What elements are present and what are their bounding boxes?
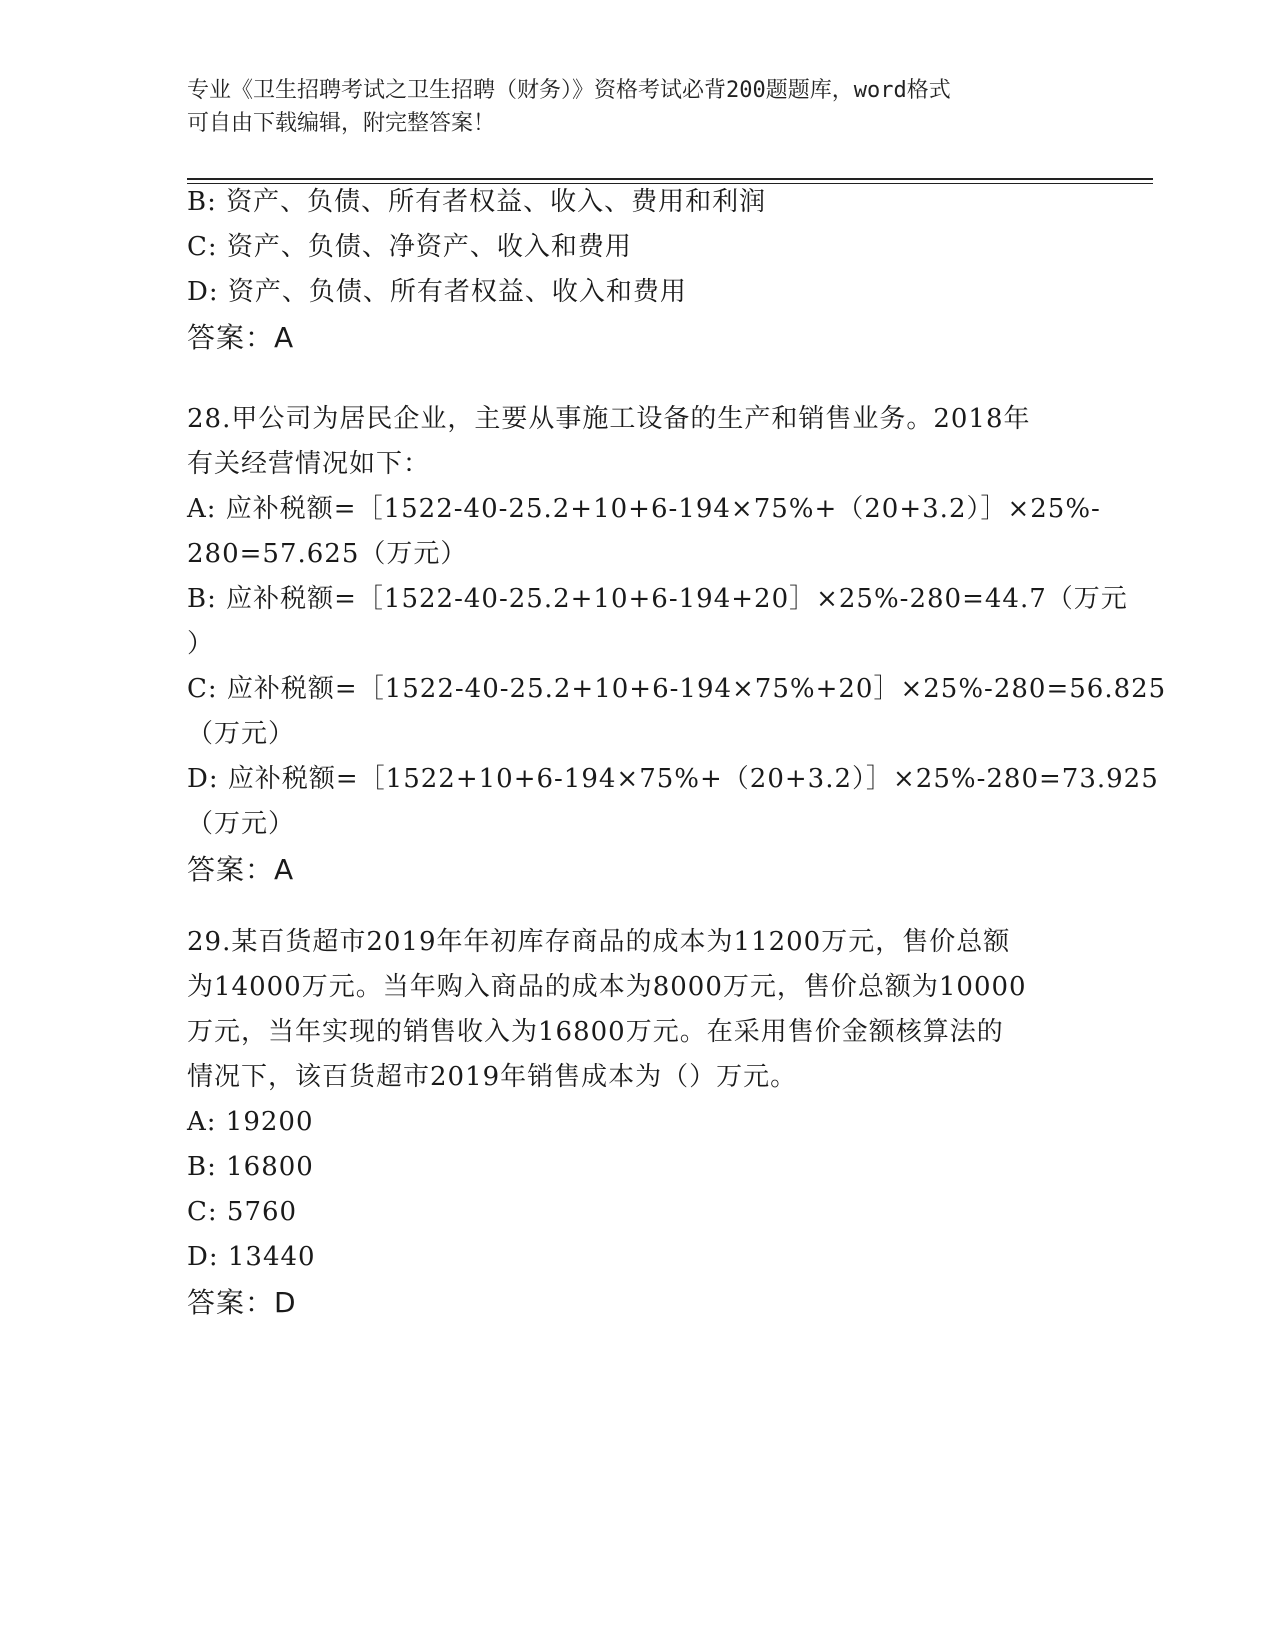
q28-option-c-line-2: （万元） — [187, 719, 296, 749]
question-27-tail — [187, 180, 1087, 360]
header-title-line-1: 专业《卫生招聘考试之卫生招聘（财务）》资格考试必背200题题库，word格式 — [187, 78, 951, 103]
q28-option-a-line-1: A: 应补税额=［1522-40-25.2+10+6-194×75%+（20+3.2）］×25%- — [187, 494, 1101, 524]
q27-answer: 答案：A — [187, 321, 295, 354]
q28-question-line-2: 有关经营情况如下： — [187, 449, 431, 479]
q27-option-b: B: 资产、负债、所有者权益、收入、费用和利润 — [187, 187, 767, 217]
q28-option-a-line-2: 280=57.625（万元） — [187, 539, 468, 569]
page-header — [187, 74, 1087, 140]
q29-answer: 答案：D — [187, 1286, 297, 1319]
q29-option-d: D: 13440 — [187, 1242, 316, 1272]
q28-question-line-1: 28.甲公司为居民企业，主要从事施工设备的生产和销售业务。2018年 — [187, 404, 1031, 434]
q28-option-b-line-1: B: 应补税额=［1522-40-25.2+10+6-194+20］×25%-280=44.7（万元 — [187, 584, 1128, 614]
q29-question-line-2: 为14000万元。当年购入商品的成本为8000万元，售价总额为10000 — [187, 972, 1027, 1002]
q27-option-d: D: 资产、负债、所有者权益、收入和费用 — [187, 277, 687, 307]
q28-answer: 答案：A — [187, 853, 295, 886]
question-29 — [187, 920, 1087, 1325]
q29-question-line-3: 万元，当年实现的销售收入为16800万元。在采用售价金额核算法的 — [187, 1017, 1004, 1047]
q28-option-d-line-1: D: 应补税额=［1522+10+6-194×75%+（20+3.2）］×25%-280=73.925 — [187, 764, 1159, 794]
q28-option-b-line-2: ） — [187, 629, 215, 659]
q29-option-c: C: 5760 — [187, 1197, 298, 1227]
header-title-line-2: 可自由下载编辑，附完整答案！ — [187, 111, 496, 136]
q29-option-a: A: 19200 — [187, 1107, 314, 1137]
q29-option-b: B: 16800 — [187, 1152, 314, 1182]
question-28 — [187, 397, 1167, 892]
q29-question-line-1: 29.某百货超市2019年年初库存商品的成本为11200万元，售价总额 — [187, 927, 1011, 957]
q28-option-d-line-2: （万元） — [187, 809, 296, 839]
q27-option-c: C: 资产、负债、净资产、收入和费用 — [187, 232, 632, 262]
q28-option-c-line-1: C: 应补税额=［1522-40-25.2+10+6-194×75%+20］×25%-280=56.825 — [187, 674, 1167, 704]
q29-question-line-4: 情况下，该百货超市2019年销售成本为（）万元。 — [187, 1062, 798, 1092]
